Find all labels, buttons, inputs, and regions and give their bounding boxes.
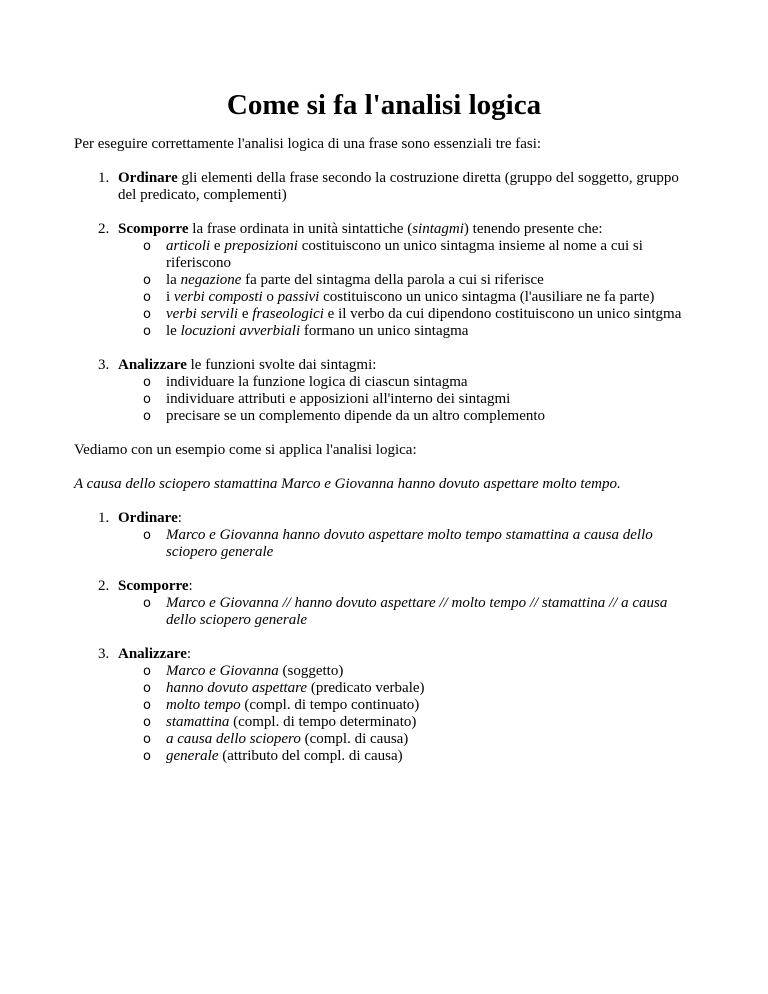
bullet-icon: o <box>143 239 151 254</box>
step-number: 2. <box>98 578 110 594</box>
sub-list <box>118 238 694 340</box>
bullet-icon: o <box>143 290 151 305</box>
step-keyword: Analizzare <box>118 357 187 373</box>
bullet-icon: o <box>143 596 151 611</box>
example-step-1 <box>74 510 694 561</box>
example-sentence-text: A causa dello sciopero stamattina Marco e Giovanna hanno dovuto aspettare molto tempo. <box>74 476 621 492</box>
list-item <box>118 374 694 391</box>
list-item <box>118 306 694 323</box>
italic-term: preposizioni <box>224 238 298 254</box>
italic-term: hanno dovuto aspettare <box>166 680 308 696</box>
item-text: individuare attributi e apposizioni all'interno dei sintagmi <box>166 391 511 407</box>
list-item <box>118 714 694 731</box>
bullet-icon: o <box>143 307 151 322</box>
step-text: ) tenendo presente che: <box>463 221 603 237</box>
item-text: e il verbo da cui dipendono costituiscono un unico sintgma <box>323 306 682 322</box>
item-text: (predicato verbale) <box>307 680 425 696</box>
item-text: costituiscono un unico sintagma insieme al nome a cui si riferiscono <box>166 238 643 271</box>
example-intro: Vediamo con un esempio come si applica l'analisi logica: <box>74 442 417 458</box>
steps-list <box>74 170 694 425</box>
step-text: le funzioni svolte dai sintagmi: <box>186 357 377 373</box>
list-item <box>118 748 694 765</box>
italic-term: Marco e Giovanna <box>166 663 279 679</box>
intro-paragraph: Per eseguire correttamente l'analisi logica di una frase sono essenziali tre fasi: <box>74 136 542 152</box>
italic-term: verbi composti <box>173 289 263 305</box>
italic-term: molto tempo <box>166 697 241 713</box>
italic-term: articoli <box>166 238 211 254</box>
item-text: (attributo del compl. di causa) <box>218 748 403 764</box>
example-step-3 <box>74 646 694 765</box>
step-1 <box>74 170 694 204</box>
example-sentence <box>74 476 694 493</box>
step-number: 1. <box>98 510 110 526</box>
list-item <box>118 408 694 425</box>
step-keyword: Scomporre <box>118 221 189 237</box>
italic-term: Marco e Giovanna // hanno dovuto aspettare // molto tempo // stamattina // a causa dello sciopero generale <box>166 595 668 628</box>
sub-list <box>118 527 694 561</box>
list-item <box>118 238 694 272</box>
step-keyword: Ordinare <box>118 170 178 186</box>
example-steps-list <box>74 510 694 765</box>
step-2 <box>74 221 694 340</box>
list-item <box>118 527 694 561</box>
italic-term: verbi servili <box>166 306 239 322</box>
step-colon: : <box>177 510 182 526</box>
bullet-icon: o <box>143 324 151 339</box>
item-text: costituiscono un unico sintagma (l'ausiliare ne fa parte) <box>319 289 655 305</box>
page-title: Come si fa l'analisi logica <box>226 89 542 121</box>
step-colon: : <box>186 646 192 662</box>
item-text: (compl. di causa) <box>300 731 409 747</box>
step-number: 3. <box>98 646 110 662</box>
bullet-icon: o <box>143 392 151 407</box>
step-text-italic: sintagmi <box>412 221 464 237</box>
sub-list <box>118 663 694 765</box>
italic-term: fraseologici <box>252 306 324 322</box>
bullet-icon: o <box>143 664 151 679</box>
item-text: i <box>166 289 174 305</box>
list-item <box>118 663 694 680</box>
bullet-icon: o <box>143 528 151 543</box>
bullet-icon: o <box>143 409 151 424</box>
item-text: individuare la funzione logica di ciascun sintagma <box>166 374 468 390</box>
example-step-2 <box>74 578 694 629</box>
bullet-icon: o <box>143 375 151 390</box>
item-text: la <box>166 272 181 288</box>
italic-term: Marco e Giovanna hanno dovuto aspettare molto tempo stamattina a causa dello sciopero generale <box>166 527 653 560</box>
list-item <box>118 595 694 629</box>
item-text: (compl. di tempo continuato) <box>240 697 420 713</box>
item-text: le <box>166 323 181 339</box>
list-item <box>118 289 694 306</box>
step-number: 2. <box>98 221 110 237</box>
list-item <box>118 731 694 748</box>
step-keyword: Analizzare <box>118 646 187 662</box>
list-item <box>118 272 694 289</box>
list-item <box>118 323 694 340</box>
bullet-icon: o <box>143 273 151 288</box>
item-text: (compl. di tempo determinato) <box>229 714 417 730</box>
step-colon: : <box>188 578 193 594</box>
step-3 <box>74 357 694 425</box>
list-item <box>118 680 694 697</box>
italic-term: generale <box>166 748 219 764</box>
item-text: fa parte del sintagma della parola a cui si riferisce <box>241 272 544 288</box>
item-text: (soggetto) <box>278 663 344 679</box>
step-keyword: Scomporre <box>118 578 189 594</box>
bullet-icon: o <box>143 715 151 730</box>
italic-term: passivi <box>277 289 320 305</box>
step-text: gli elementi della frase secondo la costruzione diretta (gruppo del soggetto, gruppo del predicato, complementi) <box>118 170 679 203</box>
bullet-icon: o <box>143 732 151 747</box>
italic-term: a causa dello sciopero <box>166 731 301 747</box>
sub-list <box>118 595 694 629</box>
bullet-icon: o <box>143 681 151 696</box>
step-number: 1. <box>98 170 110 186</box>
item-text: formano un unico sintagma <box>300 323 469 339</box>
list-item <box>118 697 694 714</box>
italic-term: stamattina <box>166 714 230 730</box>
sub-list <box>118 374 694 425</box>
list-item <box>118 391 694 408</box>
bullet-icon: o <box>143 698 151 713</box>
step-number: 3. <box>98 357 110 373</box>
italic-term: negazione <box>180 272 242 288</box>
step-text: la frase ordinata in unità sintattiche ( <box>188 221 413 237</box>
step-keyword: Ordinare <box>118 510 178 526</box>
bullet-icon: o <box>143 749 151 764</box>
item-text: e <box>238 306 253 322</box>
italic-term: locuzioni avverbiali <box>180 323 301 339</box>
item-text: precisare se un complemento dipende da un altro complemento <box>166 408 546 424</box>
item-text: o <box>262 289 278 305</box>
item-text: e <box>210 238 225 254</box>
